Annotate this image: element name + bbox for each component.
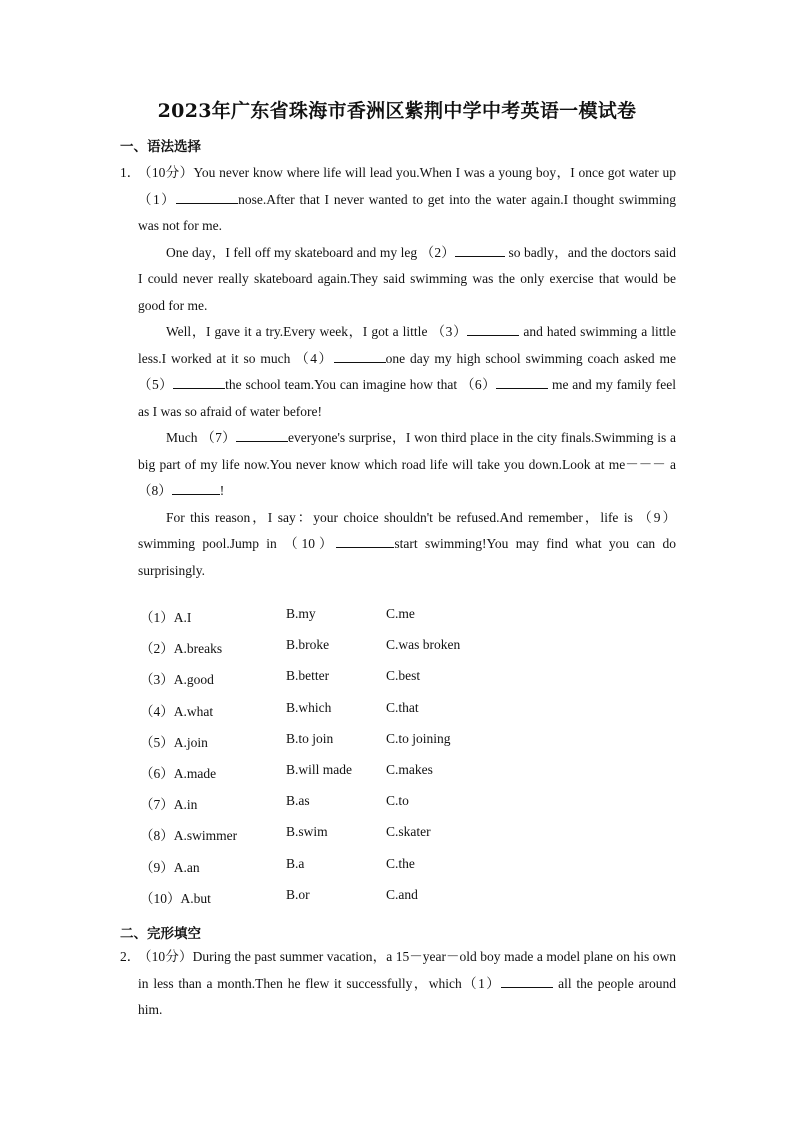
option-c: C.that — [386, 699, 419, 715]
passage-paragraph: Well，I gave it a try.Every week，I got a little （3） and hated swimming a little less.I worked at it so much （4） one day my high school swimming coach asked me （5） the school team.You can imagine how that （6） me and my family feel as I was so afraid of water before! — [138, 319, 676, 425]
answer-blank-10 — [336, 533, 394, 548]
question-2 — [120, 944, 676, 1024]
option-a: （6）A.made — [140, 765, 217, 781]
option-b: B.better — [286, 668, 330, 684]
answer-blank-7 — [236, 427, 288, 442]
option-c: C.the — [386, 855, 415, 871]
option-c: C.to joining — [386, 730, 451, 746]
option-b: B.my — [286, 606, 316, 621]
option-c: C.makes — [386, 761, 433, 777]
answer-blank-6 — [496, 374, 548, 389]
question-passage — [138, 944, 676, 1024]
question-1 — [120, 160, 676, 584]
option-b: B.swim — [286, 824, 328, 840]
option-a: （1）A.I — [140, 610, 192, 625]
option-a: （10）A.but — [140, 890, 211, 906]
option-c: C.to — [386, 793, 409, 809]
answer-blank-2 — [455, 242, 505, 257]
answer-blank-5 — [173, 374, 225, 389]
question-number: 2． — [120, 949, 141, 964]
question-passage — [138, 160, 676, 584]
option-c: C.and — [386, 886, 418, 902]
answer-blank-8 — [172, 480, 220, 495]
exam-title: 2023年广东省珠海市香洲区紫荆中学中考英语一模试卷 — [157, 100, 637, 122]
answer-blank-1 — [176, 189, 238, 204]
option-a: （4）A.what — [140, 703, 214, 719]
passage-paragraph: For this reason，I say：your choice shouldn't be refused.And remember，life is （9）swimming pool.Jump in （10） start swimming!You may find what you can do surprisingly. — [138, 509, 676, 578]
option-b: B.a — [286, 855, 305, 871]
option-a: （3）A.good — [140, 672, 214, 688]
option-b: B.to join — [286, 730, 334, 746]
question-number: 1． — [120, 165, 141, 180]
passage-paragraph: （10分）During the past summer vacation，a 15－year－old boy made a model plane on his own in less than a month.Then he flew it successfully，which（1） all the people around him. — [138, 949, 677, 1017]
passage-paragraph: One day，I fell off my skateboard and my leg （2） so badly，and the doctors said I could never really skateboard again.They said swimming was the only exercise that would be good for me. — [138, 240, 676, 320]
option-c: C.skater — [386, 824, 431, 840]
option-a: （9）A.an — [140, 859, 200, 875]
answer-blank-3 — [467, 321, 519, 336]
passage-paragraph: Much （7） everyone's surprise，I won third place in the city finals.Swimming is a big part of my life now.You never know which road life will take you down.Look at me－－－ a （8） ! — [138, 425, 676, 505]
option-b: B.broke — [286, 637, 330, 653]
section-heading-grammar: 一、语法选择 — [120, 139, 201, 155]
answer-blank-4 — [334, 348, 386, 363]
option-a: （5）A.join — [140, 734, 208, 750]
option-b: B.which — [286, 699, 332, 715]
option-c: C.was broken — [386, 637, 461, 653]
option-c: C.best — [386, 668, 421, 684]
answer-blank-1 — [501, 973, 553, 988]
option-b: B.or — [286, 886, 310, 902]
option-a: （7）A.in — [140, 797, 198, 813]
option-c: C.me — [386, 606, 415, 621]
option-a: （8）A.swimmer — [140, 828, 238, 844]
option-b: B.will made — [286, 761, 352, 777]
section-heading-cloze: 二、完形填空 — [120, 926, 201, 942]
option-b: B.as — [286, 793, 310, 809]
passage-paragraph: （10分）You never know where life will lead you.When I was a young boy，I once got water up （1） nose.After that I never wanted to get into the water again.I thought swimming was not for me. — [138, 165, 677, 233]
option-a: （2）A.breaks — [140, 641, 223, 657]
